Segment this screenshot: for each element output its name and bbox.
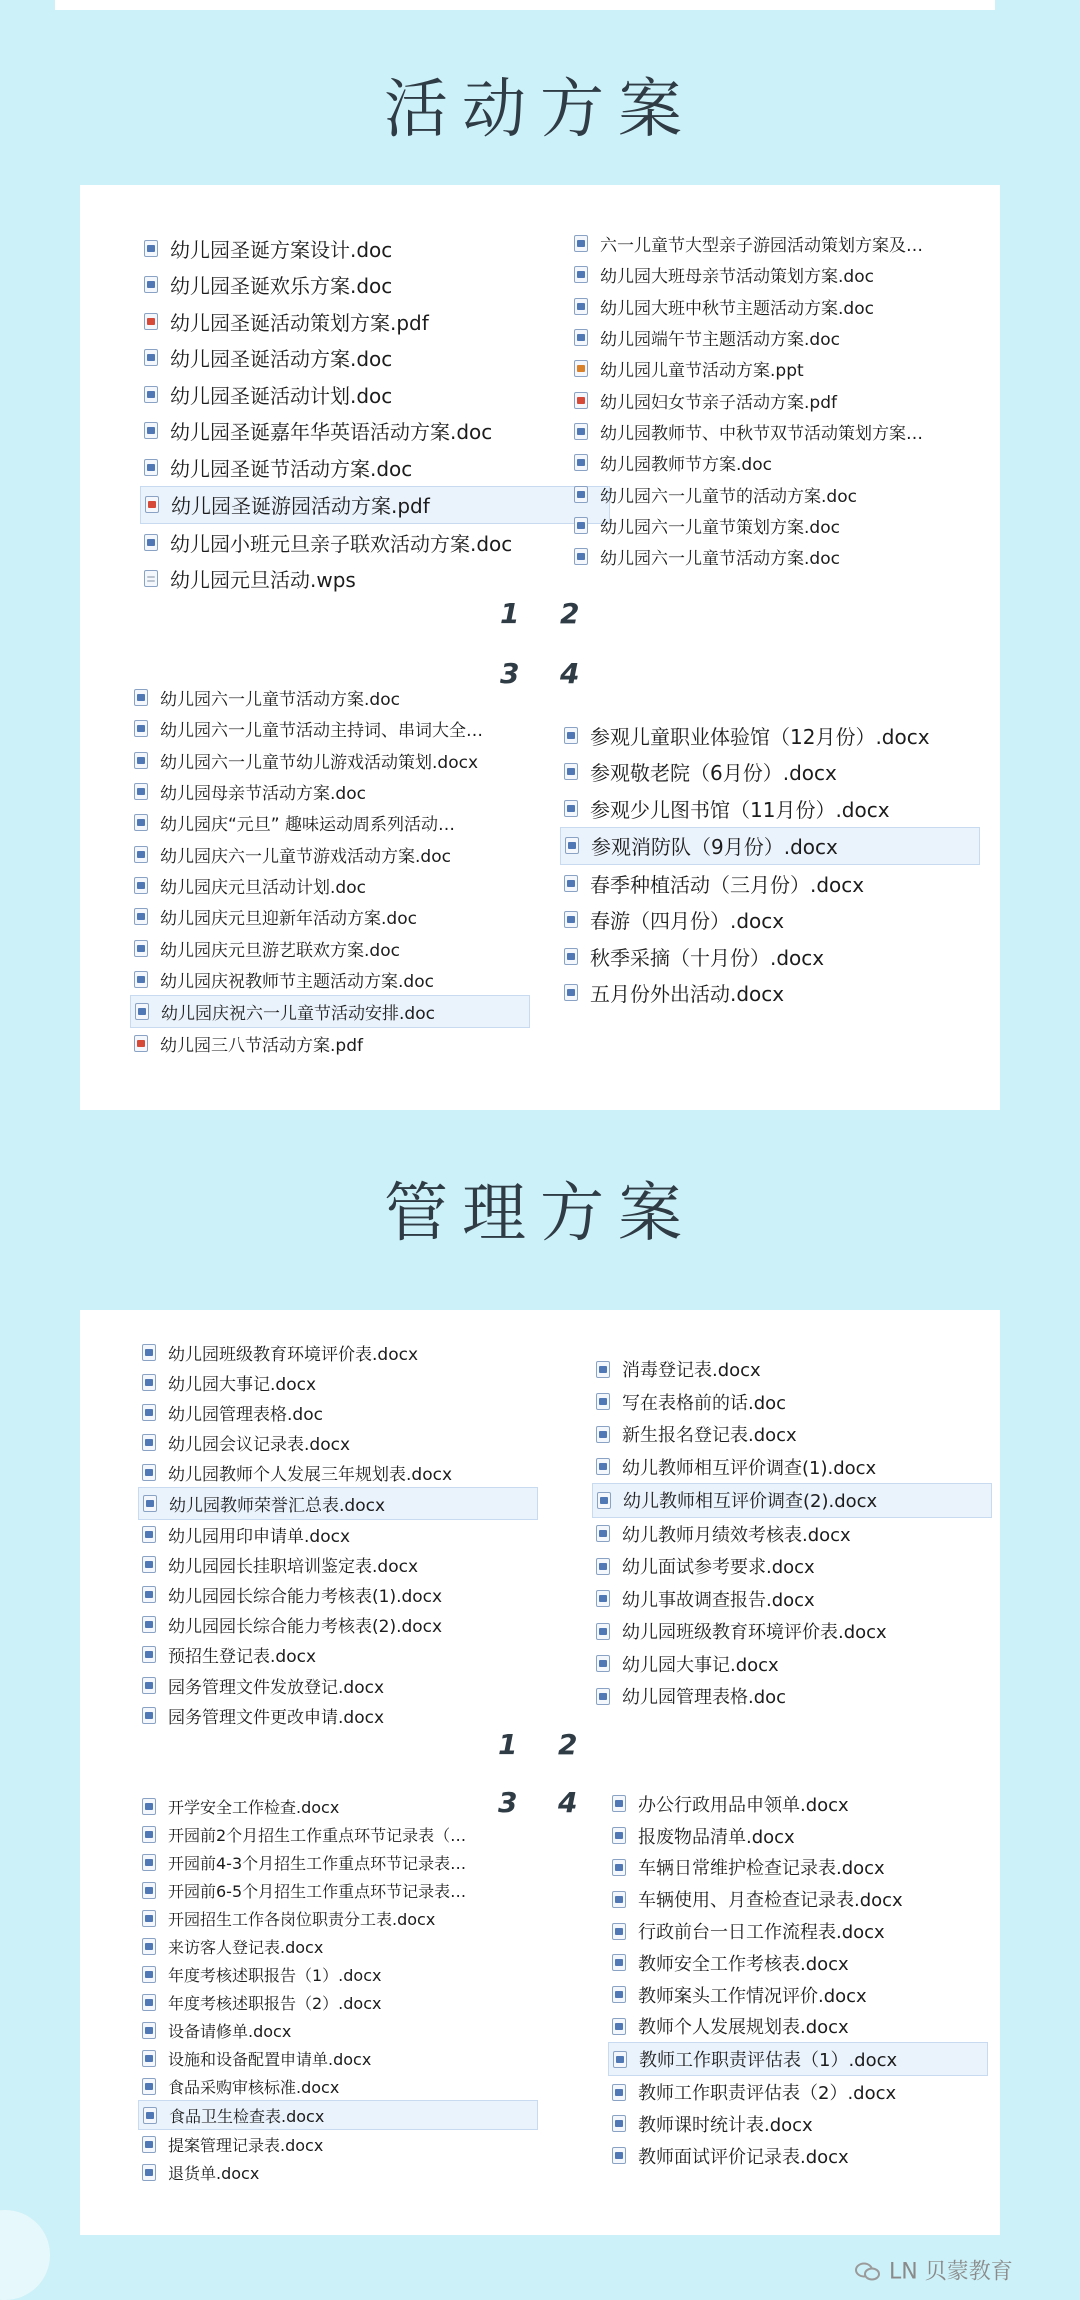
file-name: 幼儿园端午节主题活动方案.doc [600,330,840,351]
doc-file-icon [574,548,588,565]
doc-file-icon [142,1434,156,1451]
doc-file-icon [142,1677,156,1694]
file-name: 开园前4-3个月招生工作重点环节记录表… [168,1853,467,1873]
file-item[interactable] [140,303,610,340]
file-item[interactable] [138,1988,538,2016]
file-name: 消毒登记表.docx [622,1360,761,1382]
file-name: 幼儿园元旦活动.wps [170,568,356,593]
file-name: 幼儿园大事记.docx [168,1374,317,1395]
file-name: 年度考核述职报告（2）.docx [168,1993,382,2013]
file-item[interactable] [130,713,530,744]
file-name: 幼儿园庆六一儿童节游戏活动方案.doc [160,846,451,867]
file-name: 教师面试评价记录表.docx [638,2146,849,2168]
file-name: 教师课时统计表.docx [638,2114,813,2136]
doc-file-icon [134,720,148,737]
doc-file-icon [142,1616,156,1633]
doc-file-icon [565,837,579,854]
doc-file-icon [574,266,588,283]
doc-file-icon [596,1688,610,1705]
file-item[interactable] [130,745,530,776]
file-list-quad-3 [130,682,530,1060]
doc-file-icon [142,1344,156,1361]
file-name: 幼儿教师相互评价调查(1).docx [622,1457,877,1479]
doc-file-icon [574,423,588,440]
file-name: 幼儿园会议记录表.docx [168,1434,351,1455]
doc-file-icon [142,2078,156,2095]
file-name: 幼儿园圣诞节活动方案.doc [170,456,413,481]
doc-file-icon [564,800,578,817]
doc-file-icon [596,1590,610,1607]
file-name: 年度考核述职报告（1）.docx [168,1965,382,1985]
file-item[interactable] [138,2072,538,2100]
file-item[interactable] [608,1979,988,2011]
file-item[interactable] [570,291,970,322]
file-name: 幼儿园六一儿童节活动方案.doc [160,690,400,711]
doc-file-icon [597,1492,611,1509]
doc-file-icon [612,2084,626,2101]
file-item[interactable] [560,975,980,1012]
quad-number-1: 1 [500,597,520,630]
file-item[interactable] [138,1397,538,1427]
file-name: 教师工作职责评估表（1）.docx [639,2050,898,2072]
file-name: 教师个人发展规划表.docx [638,2017,849,2039]
doc-file-icon [612,1954,626,1971]
file-item[interactable] [560,938,980,975]
file-item[interactable] [140,267,610,304]
file-name: 开学安全工作检查.docx [168,1797,340,1817]
file-item[interactable] [608,1788,988,1820]
file-item[interactable] [592,1550,992,1583]
doc-file-icon [144,349,158,366]
file-item[interactable] [138,1367,538,1397]
file-item[interactable] [592,1386,992,1419]
file-item[interactable] [138,1520,538,1550]
file-name: 写在表格前的话.doc [622,1392,787,1414]
doc-file-icon [142,1526,156,1543]
wechat-icon [855,2260,881,2280]
file-name: 园务管理文件发放登记.docx [168,1677,385,1698]
file-item[interactable] [608,1852,988,1884]
file-name: 幼儿园庆元旦迎新年活动方案.doc [160,909,417,930]
file-item[interactable] [138,1610,538,1640]
file-item[interactable] [138,1457,538,1487]
file-item[interactable] [560,754,980,791]
file-name: 来访客人登记表.docx [168,1937,324,1957]
file-name: 参观敬老院（6月份）.docx [590,761,837,786]
file-name: 车辆日常维护检查记录表.docx [638,1858,885,1880]
file-item[interactable] [570,541,970,572]
doc-file-icon [142,2164,156,2181]
doc-file-icon [612,2115,626,2132]
doc-file-icon [574,454,588,471]
doc-file-icon [596,1458,610,1475]
file-item[interactable] [592,1451,992,1484]
file-name: 幼儿事故调查报告.docx [622,1589,815,1611]
doc-file-icon [142,1404,156,1421]
pdf-file-icon [145,496,159,513]
file-list-quad-4 [608,1788,988,2172]
file-name: 退货单.docx [168,2163,260,2183]
quad-number-2: 2 [558,1728,578,1761]
file-name: 幼儿园教师个人发展三年规划表.docx [168,1464,453,1485]
doc-file-icon [564,911,578,928]
file-item[interactable] [570,478,970,509]
file-list-quad-4 [560,717,980,1011]
doc-file-icon [574,329,588,346]
doc-file-icon [142,1854,156,1871]
file-item[interactable] [138,1487,538,1519]
file-name: 幼儿园圣诞活动计划.doc [170,383,393,408]
doc-file-icon [596,1623,610,1640]
file-name: 秋季采摘（十月份）.docx [590,945,825,970]
file-name: 幼儿园大事记.docx [622,1654,779,1676]
file-name: 幼儿园六一儿童节的活动方案.doc [600,486,857,507]
doc-file-icon [142,2136,156,2153]
doc-file-icon [142,1882,156,1899]
doc-file-icon [574,298,588,315]
file-item[interactable] [138,1848,538,1876]
file-item[interactable] [140,486,610,525]
file-item[interactable] [130,901,530,932]
file-name: 幼儿园班级教育环境评价表.docx [622,1622,887,1644]
file-item[interactable] [130,807,530,838]
file-item[interactable] [570,416,970,447]
file-name: 幼儿园管理表格.doc [168,1404,323,1425]
file-item[interactable] [608,1915,988,1947]
file-name: 新生报名登记表.docx [622,1425,797,1447]
doc-file-icon [142,1556,156,1573]
doc-file-icon [134,908,148,925]
doc-file-icon [596,1558,610,1575]
quad-number-4: 4 [558,1786,578,1819]
watermark [855,2255,1013,2286]
doc-file-icon [142,1707,156,1724]
file-item[interactable] [592,1615,992,1648]
file-item[interactable] [138,1792,538,1820]
file-item[interactable] [608,2108,988,2140]
file-name: 幼儿园班级教育环境评价表.docx [168,1344,419,1365]
file-item[interactable] [560,790,980,827]
file-item[interactable] [592,1583,992,1616]
file-item[interactable] [570,259,970,290]
doc-file-icon [144,386,158,403]
file-name: 幼儿园大班母亲节活动策划方案.doc [600,267,874,288]
doc-file-icon [144,422,158,439]
file-name: 幼儿园圣诞嘉年华英语活动方案.doc [170,420,493,445]
doc-file-icon [134,940,148,957]
file-item[interactable] [140,413,610,450]
doc-file-icon [596,1655,610,1672]
file-name: 幼儿园教师节方案.doc [600,455,772,476]
doc-file-icon [596,1426,610,1443]
doc-file-icon [142,1646,156,1663]
management-card [80,1310,1000,2235]
doc-file-icon [144,276,158,293]
file-item[interactable] [130,838,530,869]
file-list-quad-3 [138,1792,538,2186]
file-name: 幼儿园六一儿童节幼儿游戏活动策划.docx [160,752,479,773]
file-name: 幼儿园圣诞活动方案.doc [170,347,393,372]
file-name: 行政前台一日工作流程表.docx [638,1922,885,1944]
file-item[interactable] [138,1337,538,1367]
activity-card [80,185,1000,1110]
file-name: 食品卫生检查表.docx [169,2106,325,2126]
file-name: 教师工作职责评估表（2）.docx [638,2083,897,2105]
file-name: 开园招生工作各岗位职责分工表.docx [168,1909,436,1929]
doc-file-icon [612,1827,626,1844]
file-item[interactable] [570,228,970,259]
file-item[interactable] [138,2100,538,2130]
file-item[interactable] [570,510,970,541]
doc-file-icon [144,240,158,257]
decorative-cloud [0,2210,50,2300]
doc-file-icon [142,1966,156,1983]
file-item[interactable] [570,353,970,384]
file-list-quad-2 [592,1353,992,1713]
doc-file-icon [134,877,148,894]
file-item[interactable] [592,1418,992,1451]
file-item[interactable] [130,995,530,1028]
file-name: 参观少儿图书馆（11月份）.docx [590,797,890,822]
file-name: 春季种植活动（三月份）.docx [590,872,865,897]
file-name: 幼儿面试参考要求.docx [622,1557,815,1579]
file-item[interactable] [592,1648,992,1681]
file-item[interactable] [608,2140,988,2172]
file-name: 幼儿园大班中秋节主题活动方案.doc [600,298,874,319]
file-name: 幼儿园母亲节活动方案.doc [160,784,366,805]
doc-file-icon [564,875,578,892]
doc-file-icon [142,1464,156,1481]
file-name: 幼儿园儿童节活动方案.ppt [600,361,804,382]
file-name: 幼儿园三八节活动方案.pdf [160,1036,363,1057]
file-name: 办公行政用品申领单.docx [638,1794,849,1816]
file-name: 食品采购审核标准.docx [168,2077,340,2097]
watermark-text: LN 贝蒙教育 [889,2259,1013,2285]
file-item[interactable] [140,376,610,413]
doc-file-icon [134,846,148,863]
file-item[interactable] [592,1483,992,1518]
doc-file-icon [142,2050,156,2067]
file-name: 幼儿园庆祝六一儿童节活动安排.doc [161,1004,435,1025]
file-item[interactable] [140,230,610,267]
wps-file-icon [144,570,158,587]
file-name: 幼儿教师月绩效考核表.docx [622,1524,851,1546]
doc-file-icon [574,235,588,252]
file-item[interactable] [138,1960,538,1988]
file-item[interactable] [560,902,980,939]
file-name: 教师案头工作情况评价.docx [638,1985,867,2007]
doc-file-icon [596,1525,610,1542]
file-name: 六一儿童节大型亲子游园活动策划方案及… [600,236,923,257]
file-name: 幼儿园庆祝教师节主题活动方案.doc [160,971,434,992]
file-item[interactable] [608,1947,988,1979]
file-item[interactable] [592,1353,992,1386]
file-name: 园务管理文件更改申请.docx [168,1707,385,1728]
file-item[interactable] [130,964,530,995]
file-name: 车辆使用、月查检查记录表.docx [638,1890,903,1912]
file-name: 春游（四月份）.docx [590,909,785,934]
doc-file-icon [142,1994,156,2011]
file-item[interactable] [140,561,610,598]
file-item[interactable] [140,340,610,377]
section-title-management: 管理方案 [384,1177,696,1251]
doc-file-icon [612,2147,626,2164]
quad-number-3: 3 [498,1786,518,1819]
doc-file-icon [612,1986,626,2003]
file-name: 开园前6-5个月招生工作重点环节记录表… [168,1881,467,1901]
file-name: 幼儿园圣诞欢乐方案.doc [170,274,393,299]
doc-file-icon [612,1891,626,1908]
file-item[interactable] [138,1640,538,1670]
file-item[interactable] [140,524,610,561]
file-name: 幼儿园妇女节亲子活动方案.pdf [600,392,837,413]
doc-file-icon [564,727,578,744]
file-name: 幼儿园园长综合能力考核表(2).docx [168,1617,443,1638]
file-item[interactable] [570,322,970,353]
doc-file-icon [574,517,588,534]
file-name: 幼儿园庆“元旦” 趣味运动周系列活动… [160,815,456,836]
file-name: 幼儿园教师节、中秋节双节活动策划方案… [600,423,923,444]
doc-file-icon [574,486,588,503]
file-item[interactable] [140,449,610,486]
doc-file-icon [596,1393,610,1410]
doc-file-icon [564,763,578,780]
file-name: 设施和设备配置申请单.docx [168,2049,372,2069]
doc-file-icon [134,814,148,831]
file-name: 幼儿园教师荣誉汇总表.docx [169,1496,386,1517]
file-item[interactable] [138,2016,538,2044]
ppt-file-icon [574,360,588,377]
file-item[interactable] [138,1580,538,1610]
doc-file-icon [134,689,148,706]
doc-file-icon [134,971,148,988]
file-item[interactable] [138,1670,538,1700]
doc-file-icon [596,1361,610,1378]
file-item[interactable] [560,717,980,754]
doc-file-icon [142,1910,156,1927]
file-item[interactable] [138,2044,538,2072]
quad-number-4: 4 [560,657,580,690]
doc-file-icon [135,1003,149,1020]
file-name: 幼儿园庆元旦游艺联欢方案.doc [160,940,400,961]
file-item[interactable] [608,2076,988,2108]
file-name: 提案管理记录表.docx [168,2135,324,2155]
file-item[interactable] [608,2042,988,2076]
doc-file-icon [143,2107,157,2124]
doc-file-icon [612,1795,626,1812]
doc-file-icon [142,1798,156,1815]
file-item[interactable] [130,1028,530,1059]
file-item[interactable] [592,1680,992,1713]
quad-number-1: 1 [498,1728,518,1761]
file-name: 参观儿童职业体验馆（12月份）.docx [590,724,930,749]
file-item[interactable] [138,2130,538,2158]
file-name: 教师安全工作考核表.docx [638,1953,849,1975]
file-name: 幼儿园圣诞方案设计.doc [170,237,393,262]
file-item[interactable] [608,2011,988,2043]
doc-file-icon [612,1859,626,1876]
pdf-file-icon [134,1035,148,1052]
file-item[interactable] [560,827,980,866]
file-name: 参观消防队（9月份）.docx [591,835,838,860]
doc-file-icon [142,1374,156,1391]
file-name: 预招生登记表.docx [168,1647,317,1668]
file-item[interactable] [570,384,970,415]
doc-file-icon [564,948,578,965]
file-name: 幼儿园圣诞活动策划方案.pdf [170,310,429,335]
file-item[interactable] [130,870,530,901]
file-list-quad-2 [570,228,970,572]
doc-file-icon [134,752,148,769]
quad-number-2: 2 [560,597,580,630]
doc-file-icon [144,459,158,476]
file-item[interactable] [138,1700,538,1730]
doc-file-icon [613,2051,627,2068]
doc-file-icon [142,2022,156,2039]
file-item[interactable] [138,1550,538,1580]
file-name: 幼儿园小班元旦亲子联欢活动方案.doc [170,531,513,556]
file-item[interactable] [570,447,970,478]
section-title-activity: 活动方案 [384,73,696,147]
top-card-strip [55,0,995,10]
file-item[interactable] [138,1876,538,1904]
file-item[interactable] [130,932,530,963]
doc-file-icon [134,783,148,800]
doc-file-icon [142,1938,156,1955]
file-item[interactable] [138,1820,538,1848]
doc-file-icon [144,534,158,551]
pdf-file-icon [574,392,588,409]
file-item[interactable] [130,682,530,713]
file-item[interactable] [138,1427,538,1457]
doc-file-icon [143,1495,157,1512]
file-item[interactable] [608,1883,988,1915]
file-item[interactable] [138,1932,538,1960]
file-item[interactable] [592,1518,992,1551]
file-name: 幼儿园六一儿童节策划方案.doc [600,517,840,538]
file-name: 幼儿园园长综合能力考核表(1).docx [168,1587,443,1608]
doc-file-icon [612,2018,626,2035]
doc-file-icon [612,1923,626,1940]
doc-file-icon [142,1826,156,1843]
doc-file-icon [564,984,578,1001]
file-item[interactable] [560,865,980,902]
file-list-quad-1 [138,1337,538,1730]
file-name: 开园前2个月招生工作重点环节记录表（… [168,1825,467,1845]
quad-number-3: 3 [500,657,520,690]
file-item[interactable] [138,1904,538,1932]
file-name: 幼儿园六一儿童节活动方案.doc [600,549,840,570]
file-list-quad-1 [140,230,610,597]
file-name: 幼儿园用印申请单.docx [168,1527,351,1548]
doc-file-icon [142,1586,156,1603]
file-name: 幼儿园管理表格.doc [622,1687,787,1709]
file-name: 报废物品清单.docx [638,1826,795,1848]
file-item[interactable] [608,1820,988,1852]
file-name: 设备请修单.docx [168,2021,292,2041]
file-name: 幼儿园园长挂职培训鉴定表.docx [168,1557,419,1578]
file-name: 幼儿园圣诞游园活动方案.pdf [171,494,430,519]
file-name: 五月份外出活动.docx [590,982,785,1007]
file-item[interactable] [138,2158,538,2186]
file-name: 幼儿园庆元旦活动计划.doc [160,877,366,898]
file-name: 幼儿教师相互评价调查(2).docx [623,1491,878,1513]
pdf-file-icon [144,313,158,330]
file-item[interactable] [130,776,530,807]
file-name: 幼儿园六一儿童节活动主持词、串词大全… [160,721,483,742]
